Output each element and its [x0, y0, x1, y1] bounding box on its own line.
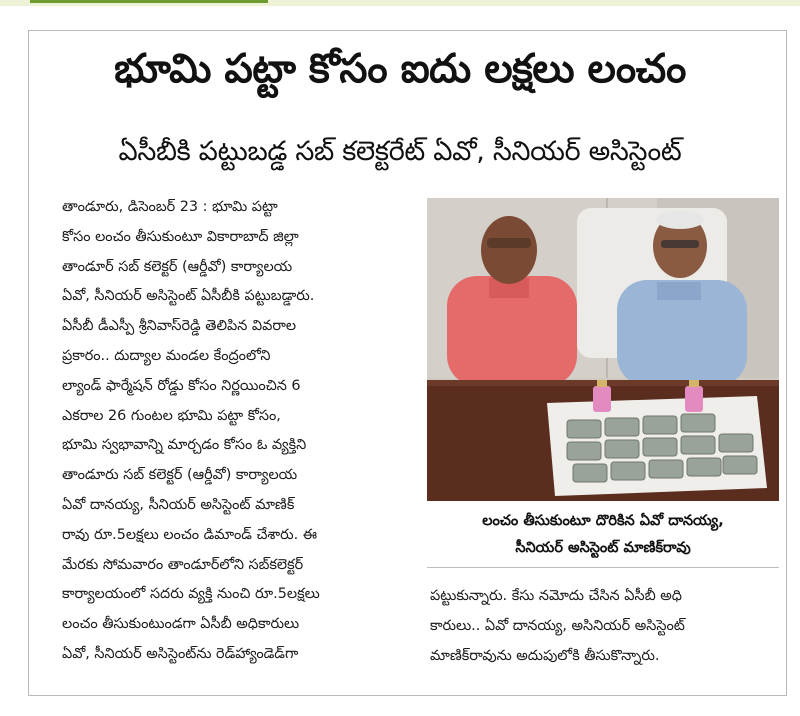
article-line: ఏవో దానయ్య, సీనియర్ అసిస్టెంట్ మాణిక్	[62, 496, 295, 513]
article-body-right	[430, 582, 782, 671]
article-line: పట్టుకున్నారు. కేసు నమోదు చేసిన ఏసీబీ అధి	[430, 588, 682, 604]
article-line: కారులు.. ఏవో దానయ్య, అసినియర్ అసిస్టెంట్	[430, 617, 685, 634]
article-line: తాండూరు, డిసెంబర్ 23 : భూమి పట్టా	[62, 199, 278, 215]
article-line: మేరకు సోమవారం తాండూర్‌లోని సబ్‌కలెక్టర్	[62, 556, 304, 573]
article-line: ఏసీబీ డీఎస్పీ శ్రీనివాస్‌రెడ్డి తెలిపిన వివరాల	[62, 318, 297, 335]
article-line: లంచం తీసుకుంటుండగా ఏసీబీ అధికారులు	[62, 616, 300, 633]
subheadline: ఏసీబీకి పట్టుబడ్డ సబ్ కలెక్టరేట్ ఏవో, సీనియర్ అసిస్టెంట్	[118, 136, 682, 167]
article-line: ఏవో, సీనియర్ అసిస్టెంట్ ఏసీబీకి పట్టుబడ్డారు.	[62, 288, 315, 305]
article-line: ఏవో, సీనియర్ అసిస్టెంట్‌ను రెడ్‌హ్యాండెడ్‌గా	[62, 645, 299, 662]
article-line: ప్రకారం.. దుద్యాల మండల కేంద్రంలోని	[62, 347, 271, 364]
article-line: రావు రూ.5లక్షలు లంచం డిమాండ్ చేశారు. ఈ	[62, 526, 318, 543]
caption-line: లంచం తీసుకుంటూ దొరికిన ఏవో దానయ్య,	[482, 513, 724, 529]
caption-line: సీనియర్ అసిస్టెంట్ మాణిక్‌రావు	[515, 540, 691, 556]
article-line: ల్యాండ్ ఫార్మేషన్ రోడ్డు కోసం నిర్ణయించిన 6	[62, 377, 301, 394]
article-line: తాండూర్ సబ్ కలెక్టర్ (ఆర్డీవో) కార్యాలయ	[62, 258, 293, 275]
article-line: కార్యాలయంలో సదరు వ్యక్తి నుంచి రూ.5లక్షలు	[62, 586, 320, 603]
article-line: భూమి స్వభావాన్ని మార్చడం కోసం ఓ వ్యక్తిని	[62, 437, 307, 454]
news-photo	[427, 198, 779, 501]
headline: భూమి పట్టా కోసం ఐదు లక్షలు లంచం	[114, 46, 686, 92]
article-line: కోసం లంచం తీసుకుంటూ వికారాబాద్ జిల్లా	[62, 228, 299, 245]
article-body-left	[62, 193, 412, 670]
top-strip	[0, 0, 800, 6]
article-line: తాండూరు సబ్ కలెక్టర్ (ఆర్డీవో) కార్యాలయ	[62, 467, 298, 484]
photo-illustration	[427, 198, 779, 501]
top-accent-bar	[30, 0, 268, 3]
article-line: మాణిక్‌రావును అదుపులోకి తీసుకొన్నారు.	[430, 647, 660, 664]
caption-divider	[427, 567, 779, 568]
article-line: ఎకరాల 26 గుంటల భూమి పట్టా కోసం,	[62, 407, 281, 424]
photo-caption	[427, 508, 779, 562]
